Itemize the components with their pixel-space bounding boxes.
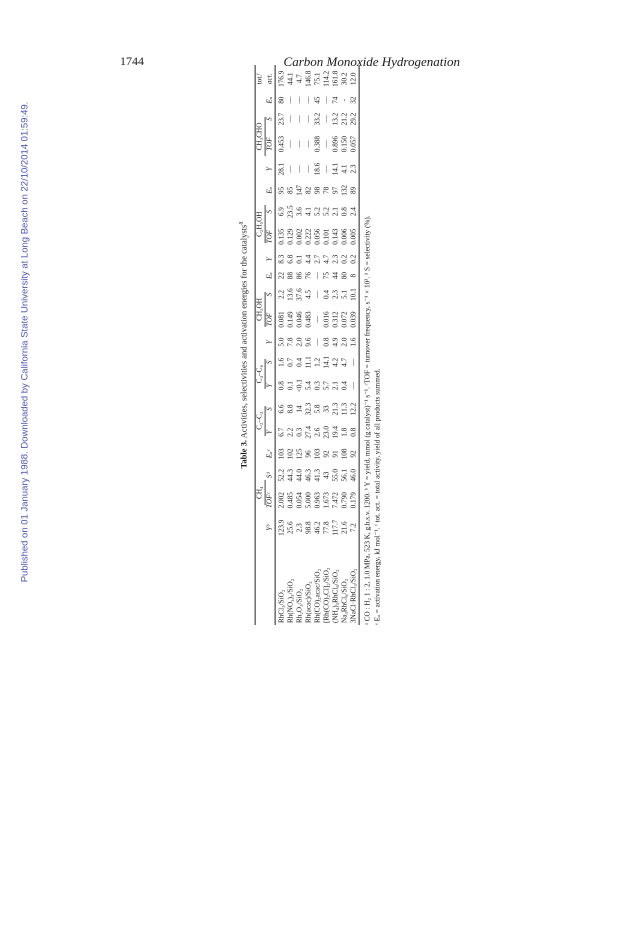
group-total: tot.ᶠ [255, 65, 266, 93]
table-cell: — [304, 96, 313, 104]
table-cell: 44 [331, 272, 340, 280]
table-cell: 0.016 [322, 311, 331, 328]
table-cell: 23.0 [322, 426, 331, 439]
table-cell: — [350, 351, 360, 374]
table-cell: 5.8 [313, 404, 322, 414]
table-cell: — [322, 165, 331, 173]
subheader: TOF [265, 223, 275, 250]
table-cell: 5.7 [322, 381, 331, 391]
table-cell: 4.7 [322, 254, 331, 264]
table-cell: 2.3 [350, 158, 360, 181]
table-cell: 13.2 [331, 112, 340, 126]
table-footnotes [364, 65, 383, 625]
table-cell: 28.1 [277, 162, 286, 176]
table-row [296, 65, 305, 625]
table-cell: 1.8 [340, 427, 349, 437]
table-caption-text: Activities, selectivities and activation energies for the catalysts [238, 224, 249, 439]
table-cell: 2.7 [313, 254, 322, 264]
table-cell: 0.8 [322, 337, 331, 347]
table-cell: — [313, 290, 322, 299]
table-cell: 0.2 [350, 250, 360, 268]
table-cell: 2.6 [313, 427, 322, 437]
table-cell: 0.101 [322, 228, 331, 245]
group-methanol: CH₃OH [255, 292, 265, 327]
table-cell: 75 [322, 272, 331, 280]
activity-table [237, 65, 384, 625]
table-cell: 0.222 [304, 228, 313, 245]
table-cell: 5.0 [277, 337, 286, 347]
table-body [275, 65, 360, 625]
table-cell: 32 [350, 93, 360, 108]
table-cell: 0.143 [331, 228, 340, 245]
table-cell: 4.9 [331, 337, 340, 347]
table-cell: 0.8 [340, 207, 349, 217]
table-caption-label: Table 3. [238, 440, 249, 469]
subheader: TOF [265, 130, 275, 157]
table-cell: 46.3 [304, 469, 313, 482]
table-cell: 5.1 [340, 290, 349, 300]
table-cell: 92 [350, 444, 360, 464]
table-cell: 23.5 [286, 205, 295, 218]
table-cell: 0.039 [350, 306, 360, 333]
footnote-line-1: ᵃ CO : H₂ 1 : 2, 1.0 MPa, 523 K, g.h.s.v. 1200. ᵇ Y = yield, mmol (g catalyst)⁻¹ s⁻¹. ᶜTOF = turnover frequency, s⁻¹ × 10³. ᵈ S = selectivity (%). [363, 215, 372, 625]
table-cell: 0.896 [331, 135, 340, 153]
table-cell: 82 [304, 186, 313, 194]
table-cell: 161.8 [331, 70, 340, 87]
table-cell: 0.963 [313, 492, 322, 509]
table-cell: — [286, 96, 295, 104]
table-cell: 5.4 [304, 381, 313, 391]
table-row [323, 65, 332, 625]
table-cell: 2.002 [277, 492, 286, 509]
table-cell: 30.2 [340, 72, 349, 86]
table-row [305, 65, 314, 625]
table-cell: 56.1 [340, 469, 349, 482]
table-cell: 0.150 [340, 135, 349, 153]
table-cell: 2.1 [331, 207, 340, 217]
table-cell: 1.2 [313, 357, 322, 367]
catalyst-name: RhCl₃/SiO₂ [277, 589, 286, 623]
subheader: Sᵈ [265, 464, 275, 487]
table-cell: 4.1 [304, 207, 313, 217]
table-cell: 0.7 [286, 357, 295, 367]
running-head: Carbon Monoxide Hydrogenation [283, 54, 460, 69]
table-cell: 0.8 [277, 381, 286, 391]
table-cell: 80 [277, 96, 286, 104]
table-cell: 0.2 [340, 254, 349, 264]
catalyst-name: Rh(NO₃)₃/SiO₂ [286, 578, 295, 623]
table-cell: 0.3 [313, 381, 322, 391]
table-cell: 25.6 [286, 521, 295, 535]
table-cell: 146.8 [304, 70, 313, 87]
subheader: S [265, 283, 275, 306]
table-cell: 2.3 [331, 290, 340, 300]
table-cell: 98 [313, 186, 322, 194]
subheader: Eₐ [265, 268, 275, 283]
table-cell: — [286, 165, 295, 173]
catalyst-name: (NH₄)₃RhCl₆/SiO₂ [331, 569, 340, 623]
table-cell: 0.312 [331, 311, 340, 328]
table-cell: 77.8 [322, 521, 331, 535]
table-cell: — [304, 115, 313, 123]
table-cell: 6.9 [277, 207, 286, 217]
table-cell: 43 [322, 471, 331, 479]
subheader: Yᵇ [265, 514, 275, 541]
catalyst-name: Rh(CO)₂acac/SiO₂ [313, 568, 322, 623]
table-cell: 1.6 [277, 357, 286, 367]
table-cell: 8.8 [286, 404, 295, 414]
table-cell: 5.000 [304, 492, 313, 509]
table-cell: 147 [295, 184, 304, 196]
table-cell: 12.0 [350, 65, 360, 93]
table-cell: 80 [340, 272, 349, 280]
table-cell: 6.6 [277, 404, 286, 414]
page-number: 1744 [120, 54, 144, 68]
table-row [350, 65, 360, 625]
table-cell: 89 [350, 180, 360, 200]
table-cell: 2.0 [295, 337, 304, 347]
table-cell: 0.1 [295, 254, 304, 264]
table-cell: 2.0 [340, 337, 349, 347]
table-cell: — [313, 315, 322, 324]
table-cell: 10.1 [350, 283, 360, 306]
table-cell: 55.0 [331, 469, 340, 482]
table-cell: 2.4 [350, 200, 360, 223]
table-cell: — [295, 96, 304, 104]
table-cell: 6.8 [286, 254, 295, 264]
table-cell: 0.057 [350, 130, 360, 157]
catalyst-name: [Rh(CO)₂Cl]₂/SiO₂ [322, 567, 331, 623]
table-cell: 1.6 [350, 333, 360, 351]
table-cell: 0.072 [340, 311, 349, 328]
table-cell: — [322, 140, 331, 148]
table-cell: — [304, 140, 313, 148]
table-cell: — [313, 338, 322, 346]
table-cell: 11.1 [304, 356, 313, 369]
table-cell: 18.6 [313, 162, 322, 176]
table-cell: 7.472 [331, 492, 340, 509]
table-cell: 76 [304, 272, 313, 280]
table-cell: 33.2 [313, 112, 322, 126]
group-c4-c6: C₄–C₆ [255, 359, 265, 389]
table-cell: — [322, 96, 331, 104]
table-cell: 37.6 [295, 288, 304, 301]
table-cell: 4.1 [340, 164, 349, 174]
table-cell: 0.002 [295, 228, 304, 245]
table-cell: 0.129 [286, 228, 295, 245]
table-cell: 5.2 [322, 207, 331, 217]
table-cell: — [322, 115, 331, 123]
table-cell: 2.3 [331, 254, 340, 264]
table-cell: 3.6 [295, 207, 304, 217]
table-cell: 0.4 [295, 357, 304, 367]
subheader: TOFᶜ [265, 487, 275, 514]
table-cell: 92 [322, 450, 331, 458]
table-cell: 46.0 [350, 464, 360, 487]
table-cell: 0.054 [295, 492, 304, 509]
table-cell: — [295, 115, 304, 123]
table-cell: 0.006 [340, 228, 349, 245]
catalyst-name: Na₃RhCl₆/SiO₂ [340, 578, 349, 623]
table-cell: 91 [331, 450, 340, 458]
table-cell: 108 [340, 448, 349, 460]
table-cell: 11.3 [340, 402, 349, 416]
table-cell: 4.4 [304, 254, 313, 264]
table-cell: 44.0 [295, 469, 304, 482]
table-cell: 32.3 [304, 402, 313, 416]
table-cell: — [304, 165, 313, 173]
table-cell: 14.1 [331, 162, 340, 176]
data-table [254, 65, 360, 625]
table-cell: 0.1 [286, 381, 295, 391]
table-cell: 0.485 [286, 492, 295, 509]
table-cell: 14.1 [322, 356, 331, 369]
table-cell: 8 [350, 268, 360, 283]
group-ethanol: C₂H₅OH [255, 205, 265, 242]
table-cell: 0.056 [313, 228, 322, 245]
table-cell: 103 [277, 448, 286, 460]
subheader: Y [265, 333, 275, 351]
table-cell: 7.2 [350, 514, 360, 541]
table-cell: 4.2 [331, 357, 340, 367]
catalyst-name: Rh(acac)/SiO₂ [304, 581, 313, 623]
table-cell: 123.9 [277, 519, 286, 536]
subheader: S [265, 397, 275, 420]
table-cell: 12.2 [350, 397, 360, 420]
table-cell: 44.1 [286, 72, 295, 86]
table-cell: — [313, 272, 322, 280]
table-cell: 23.7 [277, 112, 286, 126]
subheader: Eₐ [265, 180, 275, 200]
table-cell: 0.005 [350, 223, 360, 250]
table-cell: 95 [277, 186, 286, 194]
table-cell: 46.2 [313, 521, 322, 535]
subheader-row [265, 65, 275, 625]
table-cell: 21.6 [340, 521, 349, 535]
subheader: S [265, 200, 275, 223]
table-cell: 13.6 [286, 288, 295, 301]
table-cell: 33 [322, 405, 331, 413]
table-cell: 0.790 [340, 492, 349, 509]
group-acetaldehyde: CH₃CHO [255, 117, 265, 157]
table-cell: 2.3 [295, 523, 304, 533]
table-cell: 0.453 [277, 135, 286, 153]
subheader: Y [265, 250, 275, 268]
footnote-line-2: ᵉ Eₐ = activation energy, kJ mol⁻¹. ᶠ tot. act. = total activity, yield of all products summed. [373, 368, 382, 625]
table-cell: 14 [295, 405, 304, 413]
group-c2-c3: C₂–C₃ [255, 406, 265, 436]
catalyst-header [255, 541, 266, 625]
table-cell: 0.4 [340, 381, 349, 391]
table-cell: 88 [286, 272, 295, 280]
table-cell: 0.135 [277, 228, 286, 245]
table-cell: 0.081 [277, 311, 286, 328]
table-cell: 74 [331, 96, 340, 104]
table-cell: 96 [304, 450, 313, 458]
table-cell: — [286, 140, 295, 148]
table-row [341, 65, 350, 625]
table-cell: 0.4 [322, 290, 331, 300]
table-cell: 176.9 [277, 70, 286, 87]
table-cell: 117.7 [331, 519, 340, 536]
table-cell: <0.1 [295, 379, 304, 393]
table-cell: 4.5 [304, 290, 313, 300]
table-cell: 125 [295, 448, 304, 460]
table-cell: 75.1 [313, 72, 322, 86]
table-cell: — [295, 140, 304, 148]
group-header-row [255, 65, 266, 625]
table-caption-mark: a [236, 221, 245, 225]
table-cell: 0.046 [295, 311, 304, 328]
table-cell: 6.7 [277, 427, 286, 437]
table-cell: 41.3 [313, 469, 322, 482]
table-cell: 78 [322, 186, 331, 194]
table-cell: 21.2 [340, 112, 349, 126]
table-cell: 45 [313, 96, 322, 104]
download-stamp-text[interactable]: Published on 01 January 1988. Downloaded by California State University at Long Beach on 22/10/2014 01:59:49. [19, 101, 31, 583]
table-cell: — [295, 165, 304, 173]
table-cell: — [350, 374, 360, 398]
catalyst-name: 3NaCl·RhCl₃/SiO₂ [350, 541, 360, 625]
table-cell: 29.2 [350, 108, 360, 131]
table-cell: 114.2 [322, 70, 331, 87]
table-cell: 22 [277, 272, 286, 280]
catalyst-name: Rh₂O₃/SiO₂ [295, 588, 304, 623]
subheader: Eₐ [265, 93, 275, 108]
table-cell: 0.8 [350, 421, 360, 444]
table-cell: 1.673 [322, 492, 331, 509]
table-cell: 0.388 [313, 135, 322, 153]
table-cell: 21.3 [331, 402, 340, 416]
table-cell: 2.2 [277, 290, 286, 300]
subheader: Y [265, 158, 275, 181]
table-cell: — [286, 115, 295, 123]
table-cell: 8.3 [277, 254, 286, 264]
subheader: S [265, 351, 275, 374]
table-cell: 103 [313, 448, 322, 460]
table-cell: 98.8 [304, 521, 313, 535]
table-cell: 97 [331, 186, 340, 194]
table-cell: 4.7 [295, 74, 304, 84]
subheader: Y [265, 421, 275, 444]
table-row [278, 65, 287, 625]
table-cell: 0.483 [304, 311, 313, 328]
table-cell: 44.3 [286, 469, 295, 482]
table-row [287, 65, 296, 625]
table-cell: 0.149 [286, 311, 295, 328]
table-cell: 102 [286, 448, 295, 460]
subheader: Y [265, 374, 275, 398]
subheader: S [265, 108, 275, 131]
table-row [314, 65, 323, 625]
table-caption [237, 65, 249, 625]
subheader: act. [265, 65, 275, 93]
table-cell: 5.2 [313, 207, 322, 217]
table-cell: 9.6 [304, 337, 313, 347]
table-cell: 0.179 [350, 487, 360, 514]
table-cell: 52.2 [277, 469, 286, 482]
subheader: Eₐᵉ [265, 444, 275, 464]
subheader: TOF [265, 306, 275, 333]
table-cell: 19.4 [331, 426, 340, 439]
table-cell: 4.7 [340, 357, 349, 367]
table-cell: 7.8 [286, 337, 295, 347]
table-row [332, 65, 341, 625]
table-cell: 27.4 [304, 426, 313, 439]
group-ch4: CH₄ [255, 480, 265, 505]
table-cell: 85 [286, 186, 295, 194]
table-cell: - [340, 98, 349, 102]
table-cell: 2.1 [331, 381, 340, 391]
table-cell: 86 [295, 272, 304, 280]
table-cell: 132 [340, 184, 349, 196]
table-cell: 0.3 [295, 427, 304, 437]
table-cell: 2.2 [286, 427, 295, 437]
